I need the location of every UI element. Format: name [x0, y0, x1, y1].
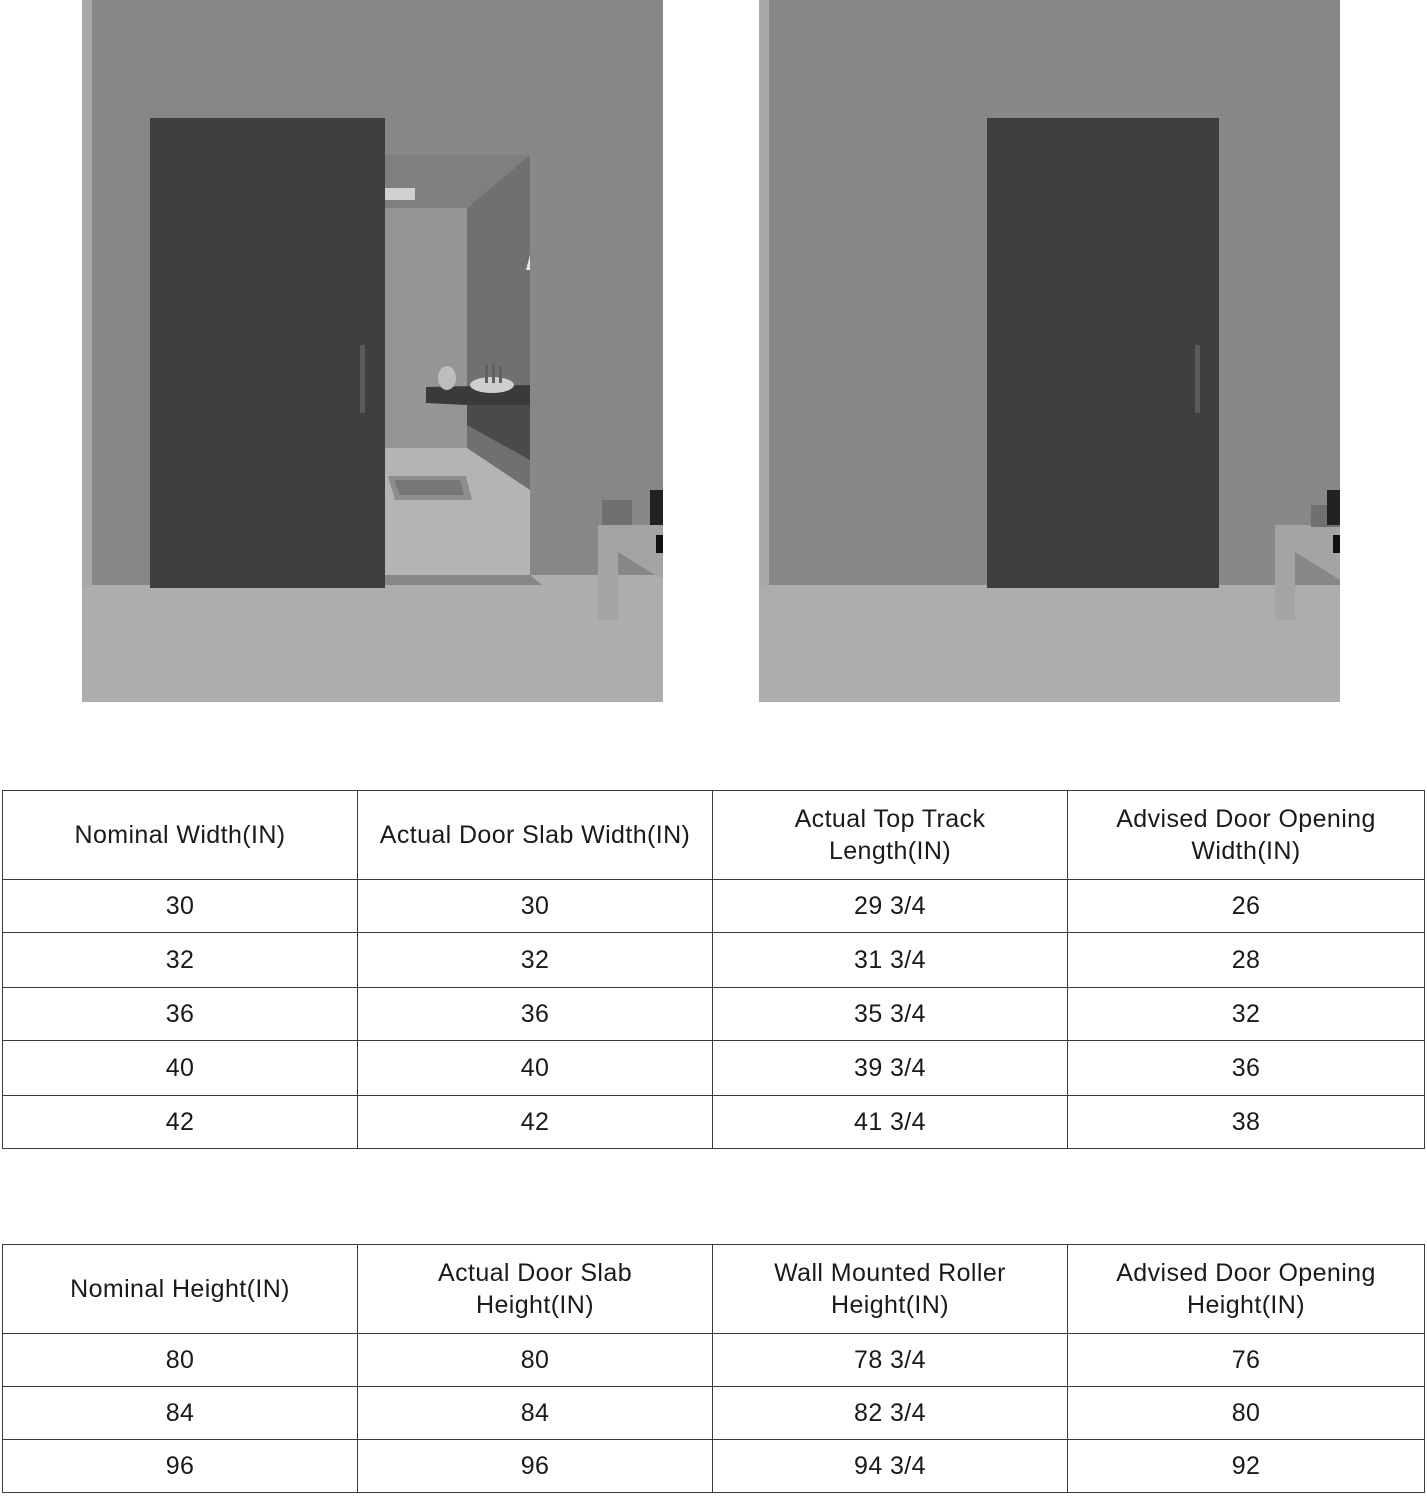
door-open-scene-image — [82, 0, 663, 702]
table-cell: 36 — [1068, 1041, 1425, 1096]
table-row — [3, 1041, 1425, 1096]
table-cell: 40 — [3, 1041, 358, 1096]
width-spec-table — [2, 790, 1425, 1149]
table-cell: 31 3/4 — [713, 933, 1068, 988]
table-cell: 39 3/4 — [713, 1041, 1068, 1096]
table-cell: 84 — [358, 1387, 713, 1440]
header-actual-slab-height: Actual Door Slab Height(IN) — [358, 1245, 713, 1334]
table-cell: 41 3/4 — [713, 1096, 1068, 1149]
table-cell: 32 — [3, 933, 358, 988]
table-header-row — [3, 791, 1425, 880]
table-row — [3, 1440, 1425, 1493]
table-header-row — [3, 1245, 1425, 1334]
header-opening-width: Advised Door Opening Width(IN) — [1068, 791, 1425, 880]
table-cell: 92 — [1068, 1440, 1425, 1493]
table-cell: 96 — [3, 1440, 358, 1493]
table-cell: 42 — [358, 1096, 713, 1149]
door-closed-scene-image — [759, 0, 1340, 702]
header-nominal-width: Nominal Width(IN) — [3, 791, 358, 880]
table-cell: 94 3/4 — [713, 1440, 1068, 1493]
table-cell: 26 — [1068, 880, 1425, 933]
table-cell: 30 — [358, 880, 713, 933]
table-cell: 32 — [358, 933, 713, 988]
header-top-track-length: Actual Top Track Length(IN) — [713, 791, 1068, 880]
header-actual-slab-width: Actual Door Slab Width(IN) — [358, 791, 713, 880]
table-row — [3, 988, 1425, 1041]
door-closed-illustration — [759, 0, 1340, 702]
height-spec-table — [2, 1244, 1425, 1493]
header-nominal-height: Nominal Height(IN) — [3, 1245, 358, 1334]
table-cell: 84 — [3, 1387, 358, 1440]
table-cell: 80 — [3, 1334, 358, 1387]
table-cell: 29 3/4 — [713, 880, 1068, 933]
table-cell: 38 — [1068, 1096, 1425, 1149]
table-cell: 96 — [358, 1440, 713, 1493]
table-cell: 76 — [1068, 1334, 1425, 1387]
table-row — [3, 1334, 1425, 1387]
table-cell: 36 — [358, 988, 713, 1041]
table-cell: 36 — [3, 988, 358, 1041]
header-opening-height: Advised Door Opening Height(IN) — [1068, 1245, 1425, 1334]
table-cell: 40 — [358, 1041, 713, 1096]
table-row — [3, 1096, 1425, 1149]
table-row — [3, 933, 1425, 988]
table-cell: 32 — [1068, 988, 1425, 1041]
table-row — [3, 880, 1425, 933]
table-cell: 30 — [3, 880, 358, 933]
table-cell: 80 — [358, 1334, 713, 1387]
table-cell: 78 3/4 — [713, 1334, 1068, 1387]
header-roller-height: Wall Mounted Roller Height(IN) — [713, 1245, 1068, 1334]
table-row — [3, 1387, 1425, 1440]
table-cell: 35 3/4 — [713, 988, 1068, 1041]
table-cell: 80 — [1068, 1387, 1425, 1440]
table-cell: 82 3/4 — [713, 1387, 1068, 1440]
table-cell: 42 — [3, 1096, 358, 1149]
door-open-illustration — [82, 0, 663, 702]
table-cell: 28 — [1068, 933, 1425, 988]
